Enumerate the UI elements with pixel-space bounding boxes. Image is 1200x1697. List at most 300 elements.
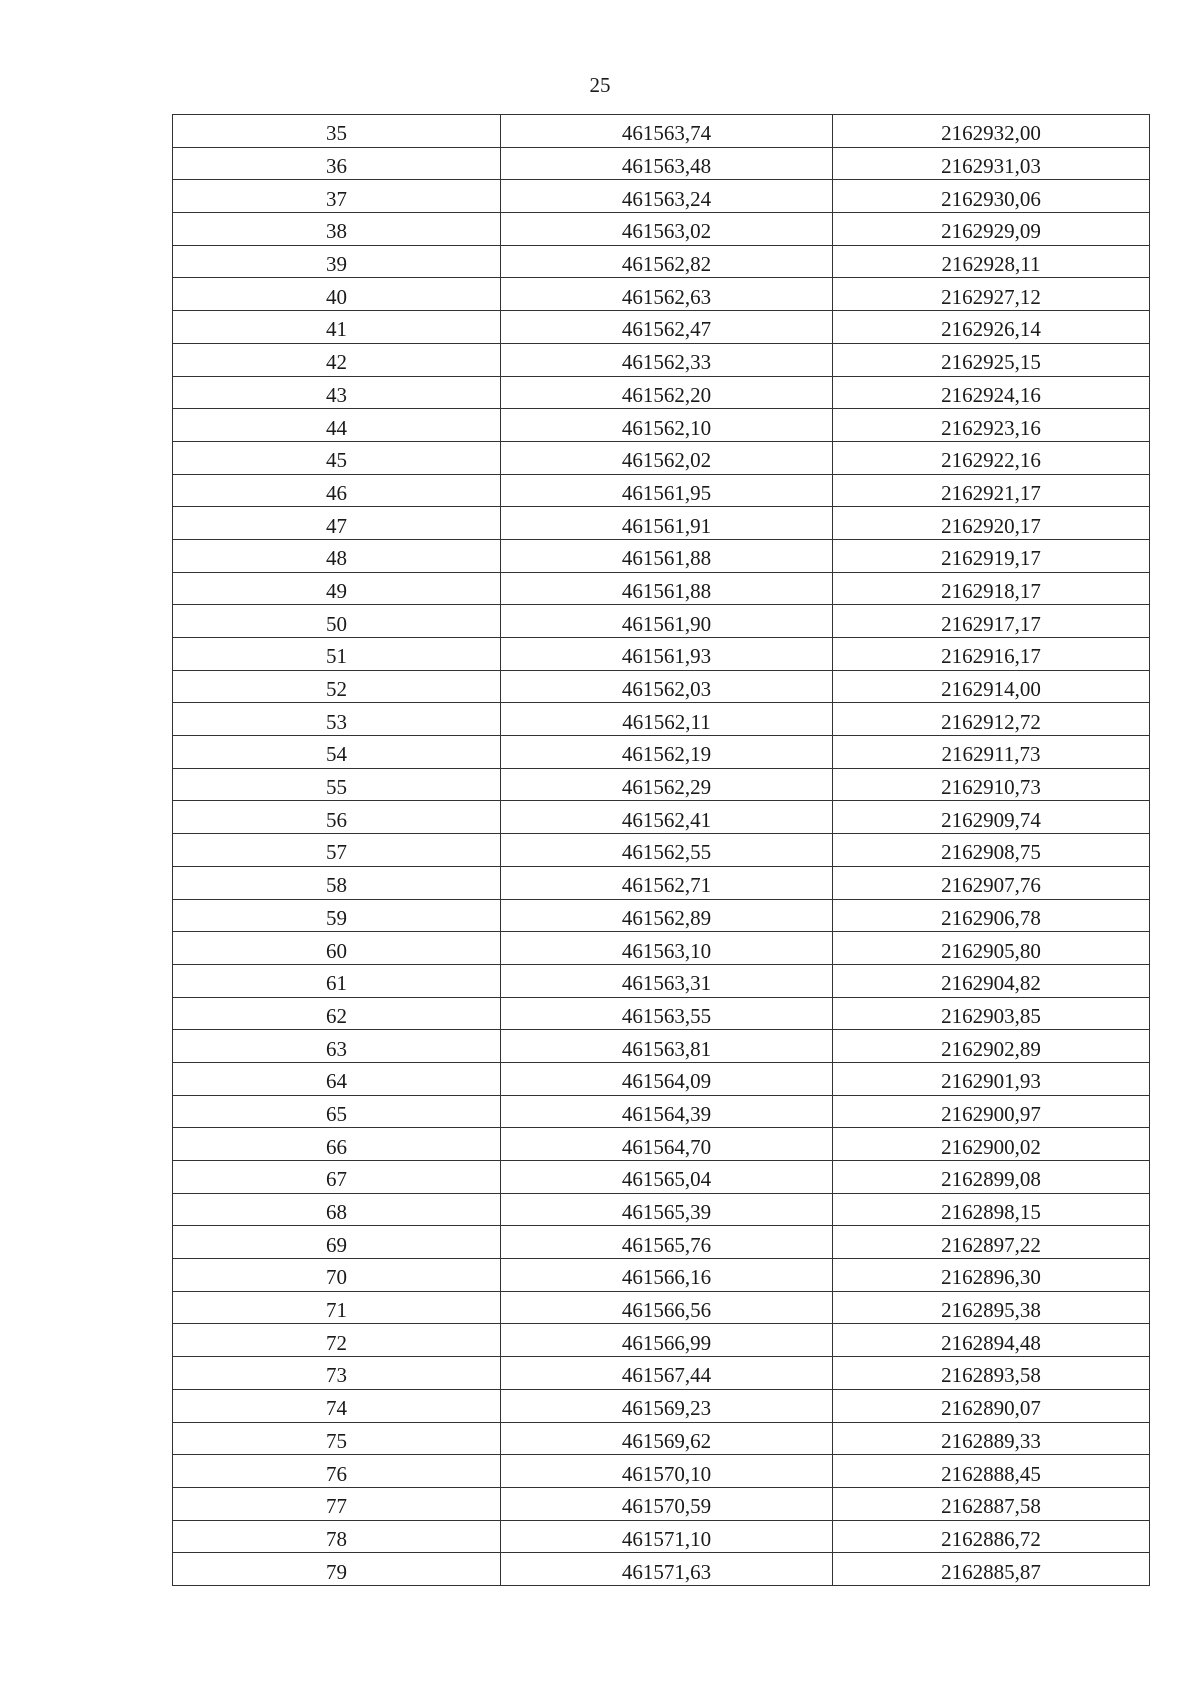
point-number-cell <box>173 409 501 442</box>
point-number-cell <box>173 1291 501 1324</box>
cell-value: 66 <box>326 1134 347 1159</box>
x-coordinate-cell <box>501 1520 833 1553</box>
table-row <box>173 866 1150 899</box>
cell-value: 49 <box>326 578 347 603</box>
cell-value: 73 <box>326 1363 347 1388</box>
x-coordinate-cell <box>501 311 833 344</box>
y-coordinate-cell <box>833 1553 1150 1586</box>
point-number-cell <box>173 1161 501 1194</box>
cell-value: 2162888,45 <box>941 1461 1041 1486</box>
cell-value: 2162889,33 <box>941 1428 1041 1453</box>
point-number-cell <box>173 343 501 376</box>
cell-value: 2162893,58 <box>941 1363 1041 1388</box>
cell-value: 461562,82 <box>621 252 712 277</box>
table-row <box>173 768 1150 801</box>
x-coordinate-cell <box>501 1128 833 1161</box>
cell-value: 71 <box>326 1298 347 1323</box>
point-number-cell <box>173 1455 501 1488</box>
cell-value: 2162917,17 <box>941 611 1041 636</box>
y-coordinate-cell <box>833 997 1150 1030</box>
x-coordinate-cell <box>501 507 833 540</box>
y-coordinate-cell <box>833 932 1150 965</box>
cell-value: 2162919,17 <box>941 546 1041 571</box>
x-coordinate-cell <box>501 409 833 442</box>
point-number-cell <box>173 1226 501 1259</box>
cell-value: 42 <box>326 350 347 375</box>
y-coordinate-cell <box>833 1030 1150 1063</box>
cell-value: 40 <box>326 284 347 309</box>
table-row <box>173 1030 1150 1063</box>
cell-value: 35 <box>326 121 347 146</box>
cell-value: 2162910,73 <box>941 775 1041 800</box>
cell-value: 461563,31 <box>621 971 712 996</box>
cell-value: 2162927,12 <box>941 284 1041 309</box>
cell-value: 55 <box>326 775 347 800</box>
cell-value: 461561,95 <box>621 480 712 505</box>
x-coordinate-cell <box>501 539 833 572</box>
x-coordinate-cell <box>501 147 833 180</box>
y-coordinate-cell <box>833 670 1150 703</box>
table-row <box>173 736 1150 769</box>
y-coordinate-cell <box>833 180 1150 213</box>
y-coordinate-cell <box>833 605 1150 638</box>
cell-value: 461561,91 <box>621 513 712 538</box>
cell-value: 461562,29 <box>621 775 712 800</box>
point-number-cell <box>173 1128 501 1161</box>
cell-value: 2162921,17 <box>941 480 1041 505</box>
cell-value: 461570,59 <box>621 1494 712 1519</box>
table-row <box>173 1062 1150 1095</box>
cell-value: 461569,23 <box>621 1396 712 1421</box>
cell-value: 2162903,85 <box>941 1003 1041 1028</box>
cell-value: 68 <box>326 1200 347 1225</box>
x-coordinate-cell <box>501 115 833 148</box>
cell-value: 461562,55 <box>621 840 712 865</box>
y-coordinate-cell <box>833 1357 1150 1390</box>
y-coordinate-cell <box>833 899 1150 932</box>
y-coordinate-cell <box>833 474 1150 507</box>
cell-value: 70 <box>326 1265 347 1290</box>
cell-value: 69 <box>326 1232 347 1257</box>
table-row <box>173 539 1150 572</box>
table-row <box>173 670 1150 703</box>
x-coordinate-cell <box>501 1062 833 1095</box>
cell-value: 2162900,97 <box>941 1101 1041 1126</box>
table-row <box>173 1389 1150 1422</box>
point-number-cell <box>173 997 501 1030</box>
y-coordinate-cell <box>833 1259 1150 1292</box>
cell-value: 461563,24 <box>621 186 712 211</box>
cell-value: 2162908,75 <box>941 840 1041 865</box>
point-number-cell <box>173 1520 501 1553</box>
y-coordinate-cell <box>833 1389 1150 1422</box>
y-coordinate-cell <box>833 736 1150 769</box>
x-coordinate-cell <box>501 1487 833 1520</box>
x-coordinate-cell <box>501 997 833 1030</box>
y-coordinate-cell <box>833 147 1150 180</box>
table-row <box>173 115 1150 148</box>
point-number-cell <box>173 964 501 997</box>
point-number-cell <box>173 474 501 507</box>
cell-value: 2162897,22 <box>941 1232 1041 1257</box>
y-coordinate-cell <box>833 376 1150 409</box>
cell-value: 2162902,89 <box>941 1036 1041 1061</box>
x-coordinate-cell <box>501 932 833 965</box>
cell-value: 59 <box>326 905 347 930</box>
cell-value: 45 <box>326 448 347 473</box>
cell-value: 2162899,08 <box>941 1167 1041 1192</box>
cell-value: 461563,55 <box>621 1003 712 1028</box>
cell-value: 461563,02 <box>621 219 712 244</box>
cell-value: 461571,63 <box>621 1559 712 1584</box>
x-coordinate-cell <box>501 801 833 834</box>
cell-value: 2162928,11 <box>941 252 1041 277</box>
cell-value: 461562,11 <box>622 709 711 734</box>
coordinates-table-body <box>173 115 1150 1586</box>
y-coordinate-cell <box>833 539 1150 572</box>
y-coordinate-cell <box>833 278 1150 311</box>
table-row <box>173 964 1150 997</box>
cell-value: 2162906,78 <box>941 905 1041 930</box>
y-coordinate-cell <box>833 1520 1150 1553</box>
point-number-cell <box>173 866 501 899</box>
x-coordinate-cell <box>501 638 833 671</box>
y-coordinate-cell <box>833 768 1150 801</box>
x-coordinate-cell <box>501 834 833 867</box>
cell-value: 461562,47 <box>621 317 712 342</box>
table-row <box>173 638 1150 671</box>
cell-value: 75 <box>326 1428 347 1453</box>
y-coordinate-cell <box>833 311 1150 344</box>
cell-value: 51 <box>326 644 347 669</box>
point-number-cell <box>173 1553 501 1586</box>
cell-value: 461562,41 <box>621 807 712 832</box>
cell-value: 2162905,80 <box>941 938 1041 963</box>
cell-value: 2162890,07 <box>941 1396 1041 1421</box>
table-row <box>173 572 1150 605</box>
table-row <box>173 1324 1150 1357</box>
x-coordinate-cell <box>501 1389 833 1422</box>
x-coordinate-cell <box>501 474 833 507</box>
cell-value: 2162896,30 <box>941 1265 1041 1290</box>
cell-value: 2162918,17 <box>941 578 1041 603</box>
cell-value: 2162930,06 <box>941 186 1041 211</box>
point-number-cell <box>173 213 501 246</box>
x-coordinate-cell <box>501 1030 833 1063</box>
y-coordinate-cell <box>833 1193 1150 1226</box>
y-coordinate-cell <box>833 245 1150 278</box>
cell-value: 50 <box>326 611 347 636</box>
cell-value: 74 <box>326 1396 347 1421</box>
table-row <box>173 932 1150 965</box>
cell-value: 461561,93 <box>621 644 712 669</box>
table-row <box>173 180 1150 213</box>
point-number-cell <box>173 245 501 278</box>
cell-value: 461569,62 <box>621 1428 712 1453</box>
x-coordinate-cell <box>501 1455 833 1488</box>
x-coordinate-cell <box>501 278 833 311</box>
x-coordinate-cell <box>501 736 833 769</box>
cell-value: 2162923,16 <box>941 415 1041 440</box>
table-row <box>173 441 1150 474</box>
point-number-cell <box>173 1095 501 1128</box>
table-row <box>173 1422 1150 1455</box>
cell-value: 56 <box>326 807 347 832</box>
x-coordinate-cell <box>501 1357 833 1390</box>
y-coordinate-cell <box>833 343 1150 376</box>
table-row <box>173 1291 1150 1324</box>
point-number-cell <box>173 1193 501 1226</box>
point-number-cell <box>173 1389 501 1422</box>
y-coordinate-cell <box>833 1226 1150 1259</box>
y-coordinate-cell <box>833 1062 1150 1095</box>
cell-value: 78 <box>326 1526 347 1551</box>
cell-value: 72 <box>326 1330 347 1355</box>
cell-value: 43 <box>326 382 347 407</box>
point-number-cell <box>173 932 501 965</box>
y-coordinate-cell <box>833 115 1150 148</box>
point-number-cell <box>173 768 501 801</box>
x-coordinate-cell <box>501 1324 833 1357</box>
x-coordinate-cell <box>501 441 833 474</box>
cell-value: 2162924,16 <box>941 382 1041 407</box>
x-coordinate-cell <box>501 1226 833 1259</box>
cell-value: 77 <box>326 1494 347 1519</box>
table-row <box>173 311 1150 344</box>
y-coordinate-cell <box>833 1161 1150 1194</box>
table-row <box>173 1455 1150 1488</box>
point-number-cell <box>173 539 501 572</box>
cell-value: 2162911,73 <box>941 742 1041 767</box>
cell-value: 2162909,74 <box>941 807 1041 832</box>
cell-value: 58 <box>326 873 347 898</box>
cell-value: 461561,90 <box>621 611 712 636</box>
cell-value: 461567,44 <box>621 1363 712 1388</box>
cell-value: 2162914,00 <box>941 677 1041 702</box>
cell-value: 461565,04 <box>621 1167 712 1192</box>
cell-value: 461566,16 <box>621 1265 712 1290</box>
point-number-cell <box>173 605 501 638</box>
y-coordinate-cell <box>833 1487 1150 1520</box>
y-coordinate-cell <box>833 866 1150 899</box>
cell-value: 2162894,48 <box>941 1330 1041 1355</box>
cell-value: 2162931,03 <box>941 154 1041 179</box>
table-row <box>173 801 1150 834</box>
point-number-cell <box>173 1030 501 1063</box>
point-number-cell <box>173 1487 501 1520</box>
cell-value: 46 <box>326 480 347 505</box>
cell-value: 461562,19 <box>621 742 712 767</box>
point-number-cell <box>173 1324 501 1357</box>
cell-value: 461565,39 <box>621 1200 712 1225</box>
table-row <box>173 507 1150 540</box>
cell-value: 461562,89 <box>621 905 712 930</box>
cell-value: 2162932,00 <box>941 121 1041 146</box>
cell-value: 44 <box>326 415 347 440</box>
cell-value: 461562,10 <box>621 415 712 440</box>
point-number-cell <box>173 1422 501 1455</box>
table-row <box>173 1553 1150 1586</box>
point-number-cell <box>173 1259 501 1292</box>
x-coordinate-cell <box>501 866 833 899</box>
cell-value: 461563,74 <box>621 121 712 146</box>
y-coordinate-cell <box>833 1095 1150 1128</box>
table-row <box>173 278 1150 311</box>
point-number-cell <box>173 1062 501 1095</box>
cell-value: 52 <box>326 677 347 702</box>
y-coordinate-cell <box>833 703 1150 736</box>
table-row <box>173 376 1150 409</box>
point-number-cell <box>173 115 501 148</box>
y-coordinate-cell <box>833 834 1150 867</box>
table-row <box>173 1487 1150 1520</box>
cell-value: 2162885,87 <box>941 1559 1041 1584</box>
x-coordinate-cell <box>501 1291 833 1324</box>
point-number-cell <box>173 801 501 834</box>
table-row <box>173 605 1150 638</box>
table-row <box>173 1520 1150 1553</box>
cell-value: 461566,99 <box>621 1330 712 1355</box>
y-coordinate-cell <box>833 409 1150 442</box>
cell-value: 2162925,15 <box>941 350 1041 375</box>
cell-value: 79 <box>326 1559 347 1584</box>
y-coordinate-cell <box>833 1455 1150 1488</box>
coordinates-table <box>172 114 1150 1586</box>
cell-value: 461563,10 <box>621 938 712 963</box>
cell-value: 461566,56 <box>621 1298 712 1323</box>
cell-value: 461562,33 <box>621 350 712 375</box>
table-row <box>173 1357 1150 1390</box>
cell-value: 461562,71 <box>621 873 712 898</box>
cell-value: 54 <box>326 742 347 767</box>
cell-value: 67 <box>326 1167 347 1192</box>
x-coordinate-cell <box>501 670 833 703</box>
cell-value: 39 <box>326 252 347 277</box>
cell-value: 461564,09 <box>621 1069 712 1094</box>
cell-value: 461564,70 <box>621 1134 712 1159</box>
y-coordinate-cell <box>833 213 1150 246</box>
point-number-cell <box>173 703 501 736</box>
cell-value: 461562,63 <box>621 284 712 309</box>
point-number-cell <box>173 278 501 311</box>
cell-value: 60 <box>326 938 347 963</box>
cell-value: 2162929,09 <box>941 219 1041 244</box>
point-number-cell <box>173 572 501 605</box>
cell-value: 2162926,14 <box>941 317 1041 342</box>
point-number-cell <box>173 441 501 474</box>
point-number-cell <box>173 507 501 540</box>
x-coordinate-cell <box>501 245 833 278</box>
y-coordinate-cell <box>833 507 1150 540</box>
cell-value: 461562,02 <box>621 448 712 473</box>
cell-value: 461570,10 <box>621 1461 712 1486</box>
point-number-cell <box>173 899 501 932</box>
cell-value: 2162904,82 <box>941 971 1041 996</box>
cell-value: 64 <box>326 1069 347 1094</box>
table-row <box>173 899 1150 932</box>
table-row <box>173 1193 1150 1226</box>
y-coordinate-cell <box>833 1291 1150 1324</box>
cell-value: 461562,20 <box>621 382 712 407</box>
cell-value: 2162900,02 <box>941 1134 1041 1159</box>
x-coordinate-cell <box>501 1422 833 1455</box>
cell-value: 36 <box>326 154 347 179</box>
y-coordinate-cell <box>833 1324 1150 1357</box>
cell-value: 2162920,17 <box>941 513 1041 538</box>
cell-value: 461564,39 <box>621 1101 712 1126</box>
table-row <box>173 997 1150 1030</box>
cell-value: 57 <box>326 840 347 865</box>
y-coordinate-cell <box>833 801 1150 834</box>
y-coordinate-cell <box>833 1128 1150 1161</box>
table-row <box>173 343 1150 376</box>
cell-value: 2162907,76 <box>941 873 1041 898</box>
y-coordinate-cell <box>833 572 1150 605</box>
x-coordinate-cell <box>501 1095 833 1128</box>
cell-value: 2162916,17 <box>941 644 1041 669</box>
table-row <box>173 1226 1150 1259</box>
cell-value: 461571,10 <box>621 1526 712 1551</box>
table-row <box>173 1161 1150 1194</box>
x-coordinate-cell <box>501 180 833 213</box>
cell-value: 47 <box>326 513 347 538</box>
table-row <box>173 834 1150 867</box>
cell-value: 76 <box>326 1461 347 1486</box>
cell-value: 37 <box>326 186 347 211</box>
cell-value: 41 <box>326 317 347 342</box>
point-number-cell <box>173 1357 501 1390</box>
x-coordinate-cell <box>501 376 833 409</box>
cell-value: 2162886,72 <box>941 1526 1041 1551</box>
table-row <box>173 1095 1150 1128</box>
point-number-cell <box>173 311 501 344</box>
x-coordinate-cell <box>501 703 833 736</box>
table-row <box>173 703 1150 736</box>
table-row <box>173 245 1150 278</box>
y-coordinate-cell <box>833 964 1150 997</box>
point-number-cell <box>173 736 501 769</box>
cell-value: 2162895,38 <box>941 1298 1041 1323</box>
cell-value: 53 <box>326 709 347 734</box>
cell-value: 38 <box>326 219 347 244</box>
x-coordinate-cell <box>501 605 833 638</box>
table-row <box>173 409 1150 442</box>
page-number: 25 <box>589 73 611 97</box>
table-row <box>173 1128 1150 1161</box>
x-coordinate-cell <box>501 1161 833 1194</box>
x-coordinate-cell <box>501 1553 833 1586</box>
cell-value: 2162922,16 <box>941 448 1041 473</box>
point-number-cell <box>173 147 501 180</box>
table-row <box>173 213 1150 246</box>
x-coordinate-cell <box>501 343 833 376</box>
cell-value: 2162901,93 <box>941 1069 1041 1094</box>
x-coordinate-cell <box>501 964 833 997</box>
cell-value: 2162887,58 <box>941 1494 1041 1519</box>
y-coordinate-cell <box>833 1422 1150 1455</box>
point-number-cell <box>173 180 501 213</box>
x-coordinate-cell <box>501 213 833 246</box>
cell-value: 461561,88 <box>621 546 712 571</box>
table-row <box>173 147 1150 180</box>
cell-value: 461562,03 <box>621 677 712 702</box>
cell-value: 461561,88 <box>621 578 712 603</box>
cell-value: 461563,48 <box>621 154 712 179</box>
cell-value: 48 <box>326 546 347 571</box>
y-coordinate-cell <box>833 638 1150 671</box>
cell-value: 65 <box>326 1101 347 1126</box>
x-coordinate-cell <box>501 768 833 801</box>
